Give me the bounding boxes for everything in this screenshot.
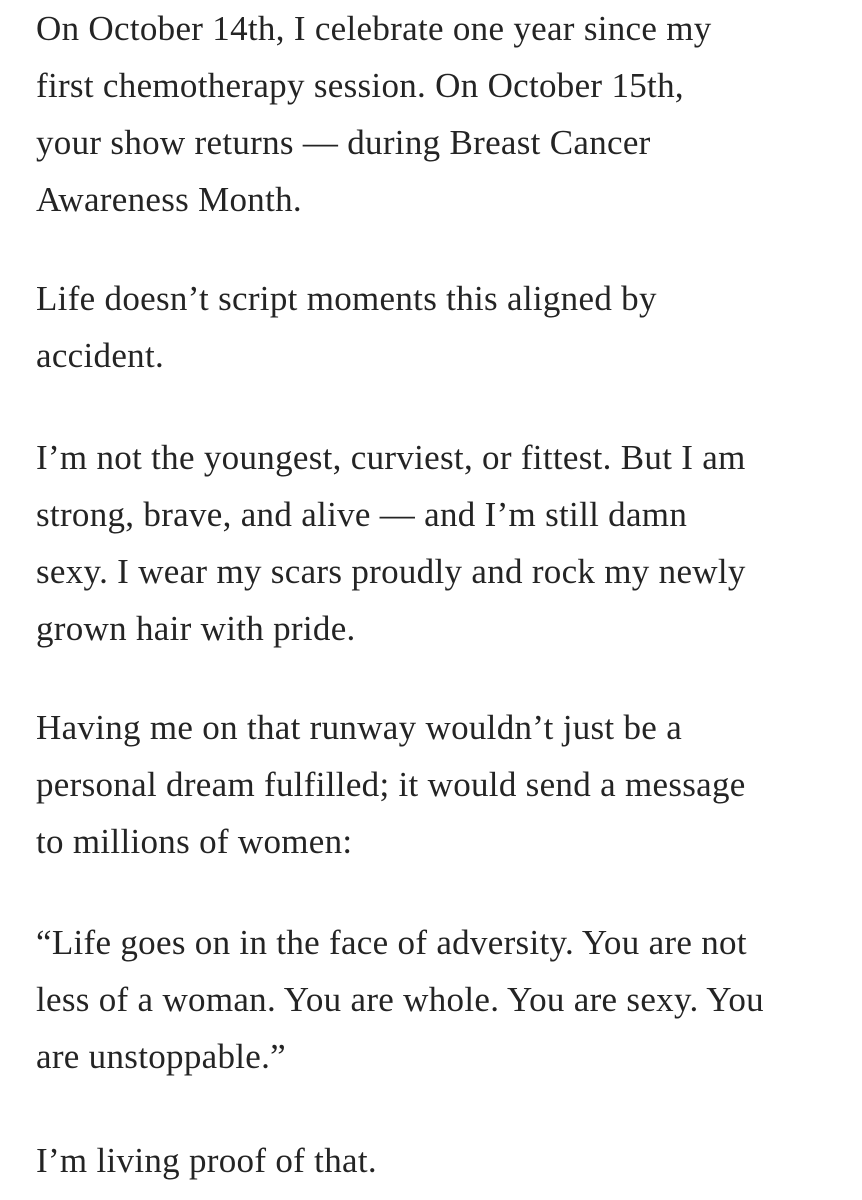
- text-line: sexy. I wear my scars proudly and rock my newly: [36, 552, 746, 591]
- text-line: I’m not the youngest, curviest, or fittest. But I am: [36, 438, 746, 477]
- paragraph-living-proof: [36, 1132, 377, 1189]
- text-line: accident.: [36, 336, 165, 375]
- text-line: “Life goes on in the face of adversity. You are not: [36, 923, 747, 962]
- text-line: I’m living proof of that.: [36, 1141, 377, 1180]
- text-line: Having me on that runway wouldn’t just be a: [36, 708, 683, 747]
- text-line: first chemotherapy session. On October 15th,: [36, 66, 684, 105]
- paragraph-strong-brave-alive: [36, 429, 746, 657]
- text-line: personal dream fulfilled; it would send a message: [36, 765, 746, 804]
- paragraph-life-script: [36, 270, 657, 384]
- paragraph-runway-message: [36, 699, 746, 870]
- text-line: less of a woman. You are whole. You are sexy. You: [36, 980, 764, 1019]
- text-line: your show returns — during Breast Cancer: [36, 123, 651, 162]
- text-line: Life doesn’t script moments this aligned by: [36, 279, 657, 318]
- text-line: to millions of women:: [36, 822, 353, 861]
- text-line: Awareness Month.: [36, 180, 302, 219]
- paragraph-quote: [36, 914, 764, 1085]
- text-line: are unstoppable.”: [36, 1037, 286, 1076]
- text-line: strong, brave, and alive — and I’m still damn: [36, 495, 688, 534]
- text-line: grown hair with pride.: [36, 609, 356, 648]
- text-line: On October 14th, I celebrate one year since my: [36, 9, 712, 48]
- paragraph-chemotherapy-anniversary: [36, 0, 712, 228]
